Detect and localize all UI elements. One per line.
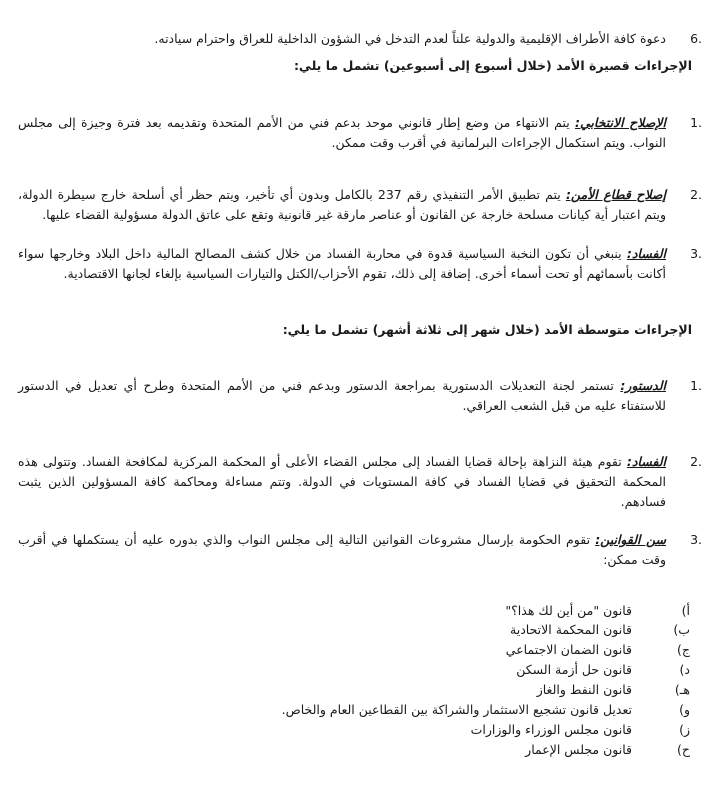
law-name: قانون المحكمة الاتحادية: [510, 622, 632, 637]
item-text: يتم تطبيق الأمر التنفيذي رقم 237 بالكامل وبدون أي تأخير، ويتم حظر أي أسلحة خارج سيطرة الدولة، ويتم اعتبار أية كيانات مسلحة خارجة عن القانون أو عناصر مارقة غير قانونية وتقع على عاتق الدولة مسؤولية القضاء عليها.: [18, 187, 666, 222]
law-letter: ج): [677, 642, 690, 657]
item-label: الإصلاح الانتخابي:: [574, 115, 666, 130]
list-item-6: [18, 29, 702, 49]
short-term-heading: الإجراءات قصيرة الأمد (خلال أسبوع إلى أسبوعين) تشمل ما يلي:: [293, 58, 692, 73]
medium-term-item-3: [18, 530, 702, 570]
law-list-item: [50, 681, 690, 699]
law-letter: ز): [679, 722, 690, 737]
law-letter: هـ): [674, 682, 690, 697]
medium-term-heading: الإجراءات متوسطة الأمد (خلال شهر إلى ثلاثة أشهر) تشمل ما يلي:: [282, 322, 692, 337]
law-list-item: [50, 641, 690, 659]
law-name: قانون النفط والغاز: [536, 682, 632, 697]
item-number: 3.: [690, 246, 702, 261]
item-number: 2.: [690, 454, 702, 469]
item-text: يتم الانتهاء من وضع إطار قانوني موحد بدعم فني من الأمم المتحدة وتقديمه بعد فترة وجيزة إلى مجلس النواب. ويتم استكمال الإجراءات البرلمانية في أقرب وقت ممكن.: [18, 115, 666, 150]
law-list-item: [50, 602, 690, 620]
law-name: قانون الضمان الاجتماعي: [505, 642, 632, 657]
law-name: قانون "من أين لك هذا؟": [505, 603, 632, 618]
item-label: الفساد:: [626, 246, 666, 261]
short-term-item-1: [18, 113, 702, 153]
item-label: الفساد:: [626, 454, 666, 469]
item-label: سن القوانين:: [595, 532, 666, 547]
law-letter: د): [679, 662, 690, 677]
item-text: تقوم الحكومة بإرسال مشروعات القوانين التالية إلى مجلس النواب والذي بدوره عليه أن يستكملها في أقرب وقت ممكن:: [18, 532, 666, 567]
law-name: قانون مجلس الوزراء والوزارات: [470, 722, 632, 737]
law-list-item: [50, 701, 690, 719]
item-label: إصلاح قطاع الأمن:: [565, 187, 666, 202]
item-number: 1.: [690, 378, 702, 393]
law-name: تعديل قانون تشجيع الاستثمار والشراكة بين القطاعين العام والخاص.: [281, 702, 632, 717]
item-number: 6.: [690, 31, 702, 46]
law-letter: و): [679, 702, 690, 717]
law-letter: أ): [681, 603, 690, 618]
law-name: قانون حل أزمة السكن: [516, 662, 632, 677]
item-number: 1.: [690, 115, 702, 130]
law-name: قانون مجلس الإعمار: [525, 742, 632, 757]
item-text: تستمر لجنة التعديلات الدستورية بمراجعة الدستور وبدعم فني من الأمم المتحدة وطرح أي تعديل في الدستور للاستفتاء عليه من قبل الشعب العراقي.: [18, 378, 666, 413]
law-list-item: [50, 741, 690, 759]
medium-term-item-1: [18, 376, 702, 416]
law-list-item: [50, 661, 690, 679]
item-text: ينبغي أن تكون النخبة السياسية قدوة في محاربة الفساد من خلال كشف المصالح المالية داخل البلاد وخارجها سواء أكانت بأسمائهم أو تحت أسماء أخرى. إضافة إلى ذلك، تقوم الأحزاب/الكتل والتيارات السياسية بإلغاء لجانها الاقتصادية.: [18, 246, 666, 281]
item-number: 2.: [690, 187, 702, 202]
law-letter: ب): [673, 622, 690, 637]
item-text: تقوم هيئة النزاهة بإحالة قضايا الفساد إلى مجلس القضاء الأعلى أو المحكمة المركزية لمكافحة الفساد. وتتولى هذه المحكمة التحقيق في قضايا الفساد في كافة المستويات في الدولة. وتتم مساءلة ومحاكمة كافة المسؤولين الذين يثبت فسادهم.: [18, 454, 666, 509]
item-text: دعوة كافة الأطراف الإقليمية والدولية علناً لعدم التدخل في الشؤون الداخلية للعراق واحترام سيادته.: [154, 31, 666, 46]
law-list-item: [50, 721, 690, 739]
item-label: الدستور:: [620, 378, 666, 393]
item-number: 3.: [690, 532, 702, 547]
law-letter: ح): [677, 742, 690, 757]
medium-term-item-2: [18, 452, 702, 512]
short-term-item-2: [18, 185, 702, 225]
law-list-item: [50, 621, 690, 639]
short-term-item-3: [18, 244, 702, 284]
